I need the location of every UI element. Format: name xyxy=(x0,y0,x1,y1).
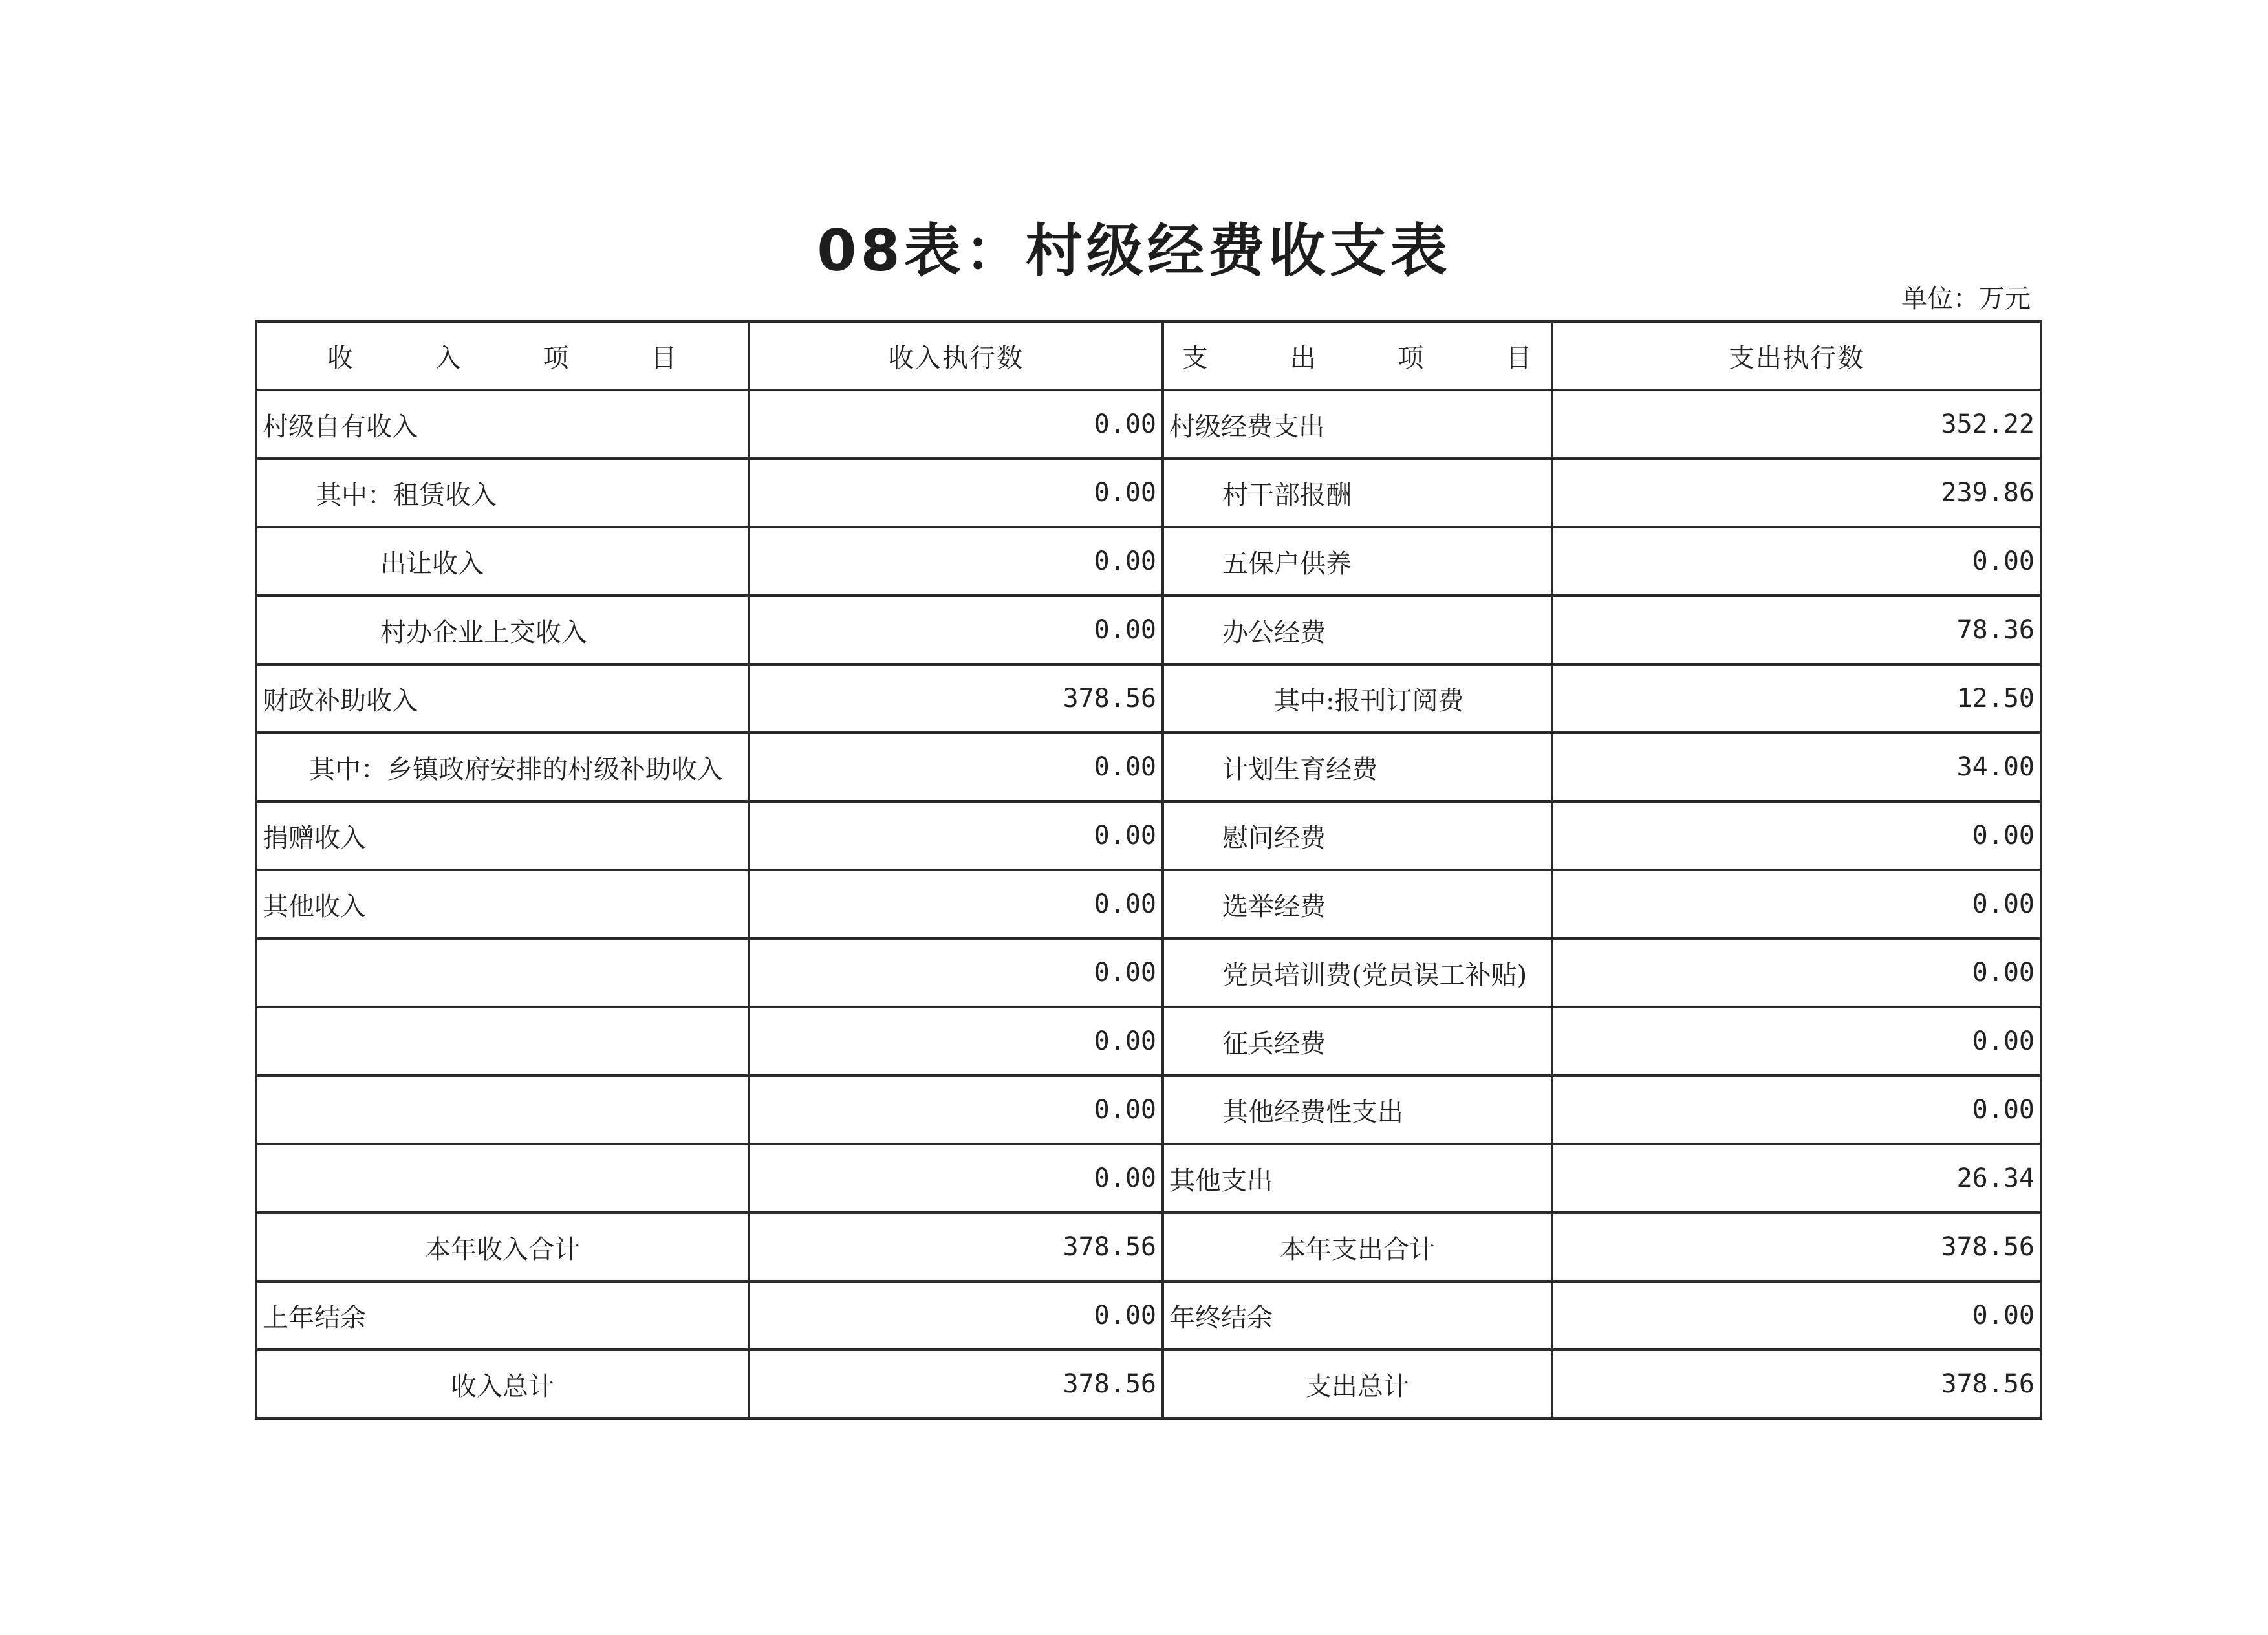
expense-item: 年终结余 xyxy=(1163,1281,1552,1350)
income-value: 0.00 xyxy=(749,459,1163,527)
expense-item: 本年支出合计 xyxy=(1163,1213,1552,1281)
expense-item: 计划生育经费 xyxy=(1163,733,1552,801)
expense-item: 党员培训费(党员误工补贴) xyxy=(1163,938,1552,1007)
header-expense-value: 支出执行数 xyxy=(1552,321,2041,390)
expense-value: 78.36 xyxy=(1552,596,2041,664)
income-value: 0.00 xyxy=(749,938,1163,1007)
income-item xyxy=(256,1007,749,1076)
table-row xyxy=(256,596,2041,664)
income-value: 378.56 xyxy=(749,1213,1163,1281)
header-income-value: 收入执行数 xyxy=(749,321,1163,390)
income-item xyxy=(256,1144,749,1213)
income-item: 其中：租赁收入 xyxy=(256,459,749,527)
header-expense-item: 支 出 项 目 xyxy=(1163,321,1552,390)
expense-value: 0.00 xyxy=(1552,1007,2041,1076)
expense-value: 378.56 xyxy=(1552,1350,2041,1418)
income-expense-table xyxy=(255,320,2042,1420)
income-item xyxy=(256,1076,749,1144)
expense-value: 26.34 xyxy=(1552,1144,2041,1213)
table-row xyxy=(256,664,2041,733)
page-title: 08表：村级经费收支表 xyxy=(817,217,1451,284)
table-row xyxy=(256,733,2041,801)
expense-value: 239.86 xyxy=(1552,459,2041,527)
table-header-row xyxy=(256,321,2041,390)
income-item: 收入总计 xyxy=(256,1350,749,1418)
expense-item: 村干部报酬 xyxy=(1163,459,1552,527)
income-value: 0.00 xyxy=(749,870,1163,938)
expense-item: 五保户供养 xyxy=(1163,527,1552,596)
expense-item: 其他经费性支出 xyxy=(1163,1076,1552,1144)
income-item: 捐赠收入 xyxy=(256,801,749,870)
table-row xyxy=(256,459,2041,527)
table-row xyxy=(256,870,2041,938)
table-row xyxy=(256,938,2041,1007)
expense-item: 其他支出 xyxy=(1163,1144,1552,1213)
expense-item: 慰问经费 xyxy=(1163,801,1552,870)
income-value: 378.56 xyxy=(749,664,1163,733)
expense-value: 378.56 xyxy=(1552,1213,2041,1281)
income-value: 0.00 xyxy=(749,1076,1163,1144)
expense-item: 其中:报刊订阅费 xyxy=(1163,664,1552,733)
table-row xyxy=(256,1076,2041,1144)
expense-value: 352.22 xyxy=(1552,390,2041,459)
expense-item: 办公经费 xyxy=(1163,596,1552,664)
income-item: 其中：乡镇政府安排的村级补助收入 xyxy=(256,733,749,801)
expense-item: 选举经费 xyxy=(1163,870,1552,938)
income-value: 0.00 xyxy=(749,801,1163,870)
income-value: 0.00 xyxy=(749,390,1163,459)
header-income-item: 收 入 项 目 xyxy=(256,321,749,390)
table-row xyxy=(256,1281,2041,1350)
unit-label: 单位：万元 xyxy=(1901,284,2031,314)
income-item: 上年结余 xyxy=(256,1281,749,1350)
expense-value: 0.00 xyxy=(1552,938,2041,1007)
expense-value: 0.00 xyxy=(1552,1281,2041,1350)
income-item: 出让收入 xyxy=(256,527,749,596)
expense-value: 12.50 xyxy=(1552,664,2041,733)
income-value: 0.00 xyxy=(749,596,1163,664)
expense-value: 0.00 xyxy=(1552,527,2041,596)
table-row xyxy=(256,801,2041,870)
expense-value: 0.00 xyxy=(1552,1076,2041,1144)
income-item: 村办企业上交收入 xyxy=(256,596,749,664)
income-value: 0.00 xyxy=(749,1007,1163,1076)
expense-item: 村级经费支出 xyxy=(1163,390,1552,459)
table-row-total xyxy=(256,1350,2041,1418)
expense-value: 34.00 xyxy=(1552,733,2041,801)
income-item: 其他收入 xyxy=(256,870,749,938)
income-value: 0.00 xyxy=(749,527,1163,596)
income-item: 财政补助收入 xyxy=(256,664,749,733)
expense-value: 0.00 xyxy=(1552,801,2041,870)
expense-value: 0.00 xyxy=(1552,870,2041,938)
income-value: 0.00 xyxy=(749,733,1163,801)
table-row xyxy=(256,527,2041,596)
table-row xyxy=(256,1007,2041,1076)
income-item: 本年收入合计 xyxy=(256,1213,749,1281)
income-item xyxy=(256,938,749,1007)
expense-item: 支出总计 xyxy=(1163,1350,1552,1418)
income-value: 0.00 xyxy=(749,1144,1163,1213)
table-row-subtotal xyxy=(256,1213,2041,1281)
table-row xyxy=(256,1144,2041,1213)
income-value: 378.56 xyxy=(749,1350,1163,1418)
expense-item: 征兵经费 xyxy=(1163,1007,1552,1076)
income-value: 0.00 xyxy=(749,1281,1163,1350)
table-row xyxy=(256,390,2041,459)
income-item: 村级自有收入 xyxy=(256,390,749,459)
